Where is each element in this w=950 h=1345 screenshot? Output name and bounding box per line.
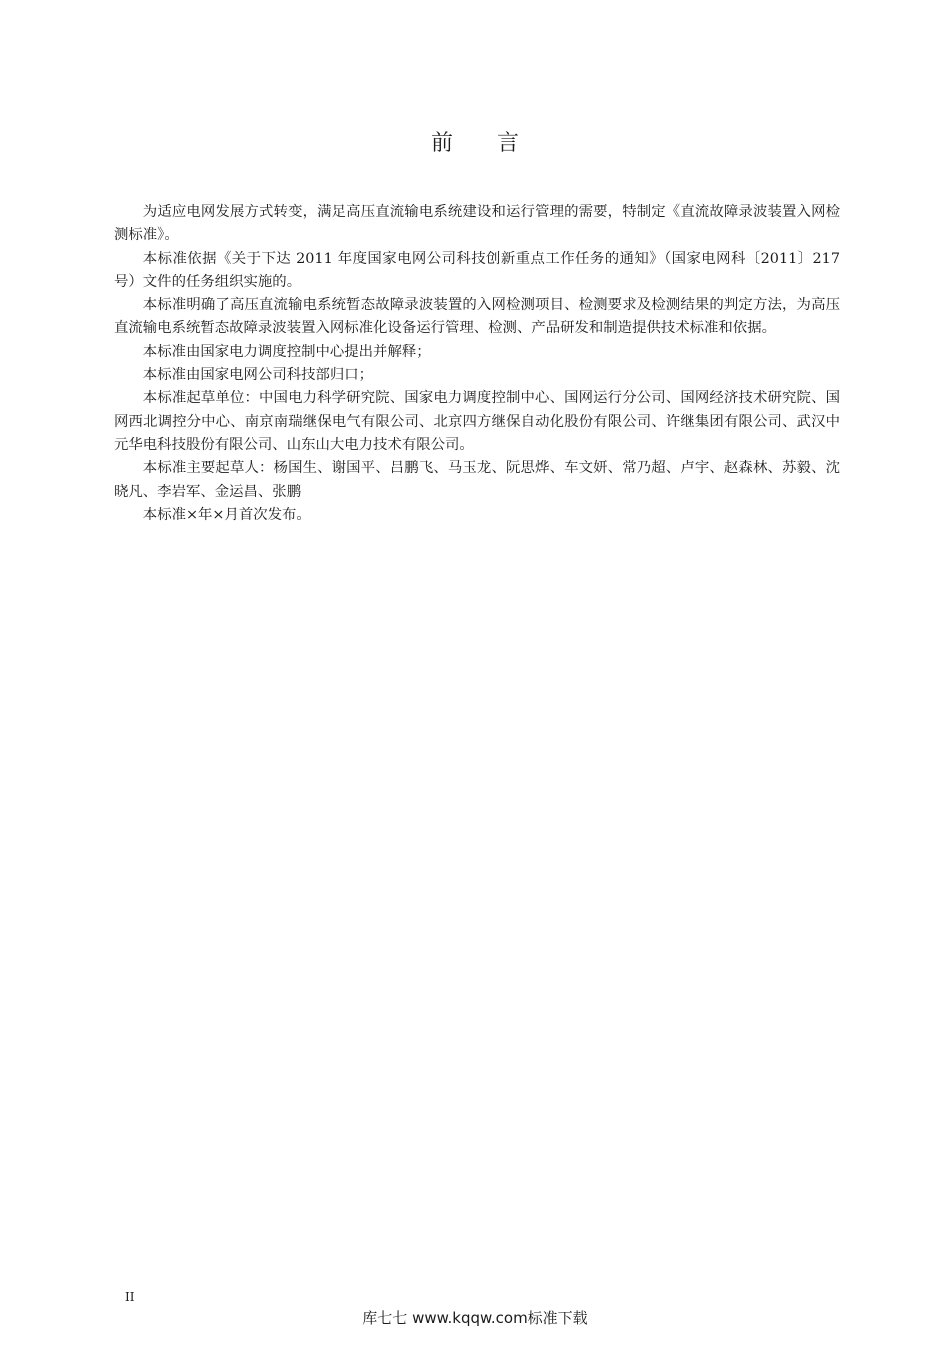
title-char-1: 前 <box>430 131 453 156</box>
paragraph-drafters: 本标准主要起草人：杨国生、谢国平、吕鹏飞、马玉龙、阮思烨、车文妍、常乃超、卢宇、赵森林、苏毅、沈晓凡、李岩军、金运昌、张鹏 <box>114 460 840 500</box>
page-title <box>0 126 950 157</box>
paragraph-basis: 本标准依据《关于下达 2011 年度国家电网公司科技创新重点工作任务的通知》（国家电网科〔2011〕217 号）文件的任务组织实施的。 <box>114 250 840 290</box>
paragraph-scope: 本标准明确了高压直流输电系统暂态故障录波装置的入网检测项目、检测要求及检测结果的判定方法，为高压直流输电系统暂态故障录波装置入网标准化设备运行管理、检测、产品研发和制造提供技术标准和依据。 <box>114 297 840 337</box>
paragraph-purpose: 为适应电网发展方式转变，满足高压直流输电系统建设和运行管理的需要，特制定《直流故障录波装置入网检测标准》。 <box>114 204 840 244</box>
page-number: II <box>125 1290 135 1304</box>
paragraph-release: 本标准×年×月首次发布。 <box>142 506 311 523</box>
paragraph-proposer: 本标准由国家电力调度控制中心提出并解释； <box>142 343 431 360</box>
paragraph-administrator: 本标准由国家电网公司科技部归口； <box>142 367 374 384</box>
footer-watermark: 库七七 www.kqqw.com标准下载 <box>362 1309 588 1327</box>
title-char-2: 言 <box>497 131 520 156</box>
preface-body <box>114 201 840 527</box>
paragraph-drafting-units: 本标准起草单位：中国电力科学研究院、国家电力调度控制中心、国网运行分公司、国网经济技术研究院、国网西北调控分中心、南京南瑞继保电气有限公司、北京四方继保自动化股份有限公司、许继集团有限公司、武汉中元华电科技股份有限公司、山东山大电力技术有限公司。 <box>114 390 840 453</box>
